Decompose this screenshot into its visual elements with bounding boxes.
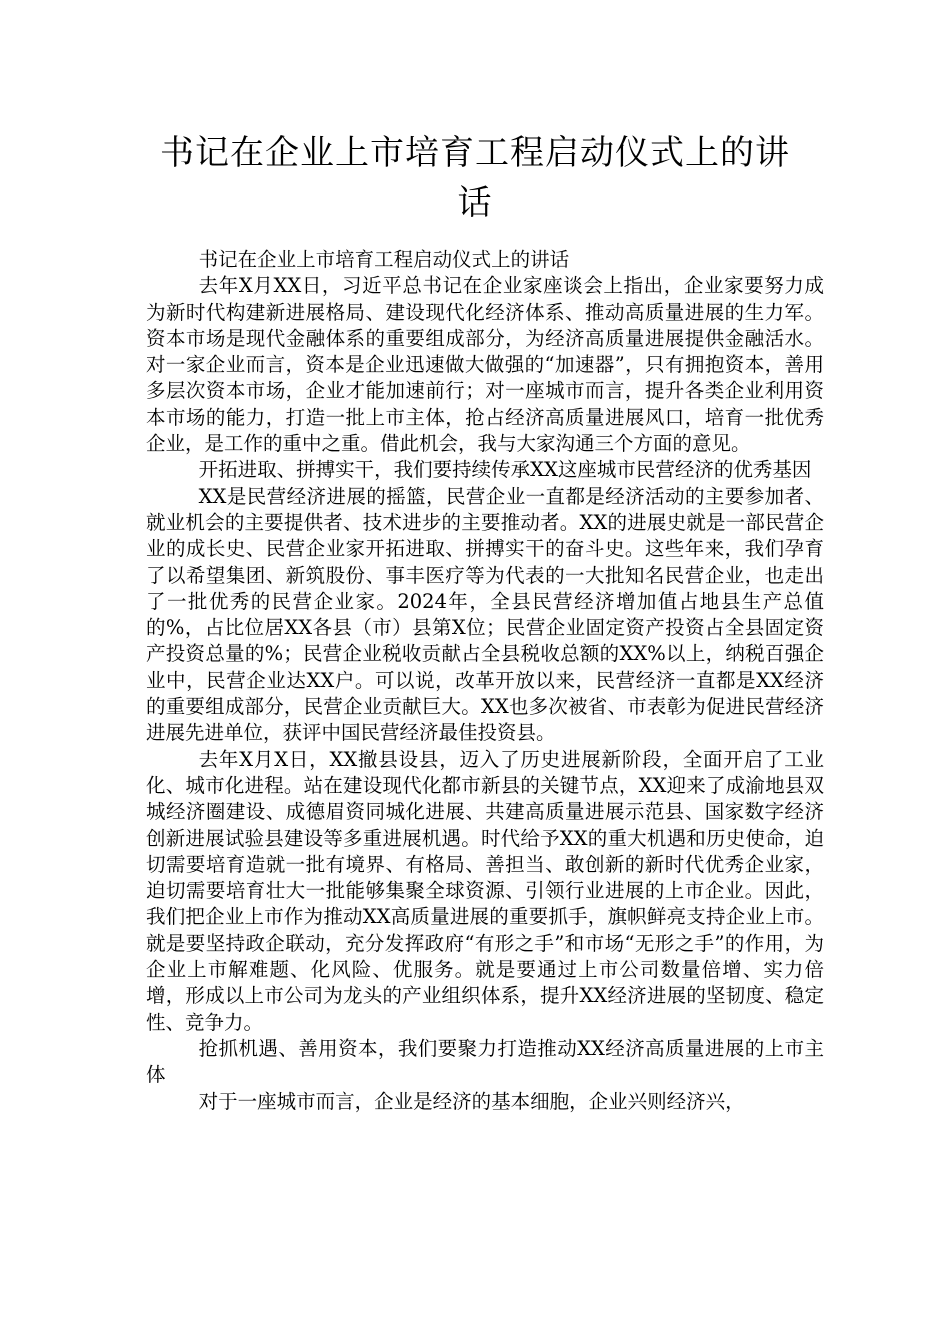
section-heading: 抢抓机遇、善用资本，我们要聚力打造推动XX经济高质量进展的上市主体 xyxy=(146,1036,824,1087)
section-heading: 开拓进取、拼搏实干，我们要持续传承XX这座城市民营经济的优秀基因 xyxy=(198,458,812,482)
body-paragraph: XX是民营经济进展的摇篮，民营企业一直都是经济活动的主要参加者、就业机会的主要提供者、技术进步的主要推动者。XX的进展史就是一部民营企业的成长史、民营企业家开拓进取、拼搏实干的奋斗史。这些年来，我们孕育了以希望集团、新筑股份、事丰医疗等为代表的一大批知名民营企业，也走出了一批优秀的民营企业家。2024年，全县民营经济增加值占地县生产总值的%，占比位居XX各县（市）县第X位；民营企业固定资产投资占全县固定资产投资总量的%；民营企业税收贡献占全县税收总额的XX%以上，纳税百强企业中，民营企业达XX户。可以说，改革开放以来，民营经济一直都是XX经济的重要组成部分，民营企业贡献巨大。XX也多次被省、市表彰为促进民营经济进展先进单位，获评中国民营经济最佳投资县。 xyxy=(146,484,824,745)
body-paragraph: 去年X月XX日，习近平总书记在企业家座谈会上指出，企业家要努力成为新时代构建新进展格局、建设现代化经济体系、推动高质量进展的生力军。资本市场是现代金融体系的重要组成部分，为经济高质量进展提供金融活水。对一家企业而言，资本是企业迅速做大做强的“加速器”，只有拥抱资本，善用多层次资本市场，企业才能加速前行；对一座城市而言，提升各类企业利用资本市场的能力，打造一批上市主体，抢占经济高质量进展风口，培育一批优秀企业，是工作的重中之重。借此机会，我与大家沟通三个方面的意见。 xyxy=(146,274,824,456)
body-paragraph: 书记在企业上市培育工程启动仪式上的讲话 xyxy=(198,248,570,271)
document-title: 书记在企业上市培育工程启动仪式上的讲话 xyxy=(160,133,790,223)
body-paragraph: 去年X月X日，XX撤县设县，迈入了历史进展新阶段，全面开启了工业化、城市化进程。站在建设现代化都市新县的关键节点，XX迎来了成渝地县双城经济圈建设、成德眉资同城化进展、共建高质量进展示范县、国家数字经济创新进展试验县建设等多重进展机遇。时代给予XX的重大机遇和历史使命，迫切需要培育造就一批有境界、有格局、善担当、敢创新的新时代优秀企业家，迫切需要培育壮大一批能够集聚全球资源、引领行业进展的上市企业。因此，我们把企业上市作为推动XX高质量进展的重要抓手，旗帜鲜亮支持企业上市。就是要坚持政企联动，充分发挥政府“有形之手”和市场“无形之手”的作用，为企业上市解难题、化风险、优服务。就是要通过上市公司数量倍增、实力倍增，形成以上市公司为龙头的产业组织体系，提升XX经济进展的坚韧度、稳定性、竞争力。 xyxy=(146,747,824,1034)
document-body xyxy=(146,247,824,1115)
body-paragraph: 对于一座城市而言，企业是经济的基本细胞，企业兴则经济兴， xyxy=(198,1089,745,1113)
